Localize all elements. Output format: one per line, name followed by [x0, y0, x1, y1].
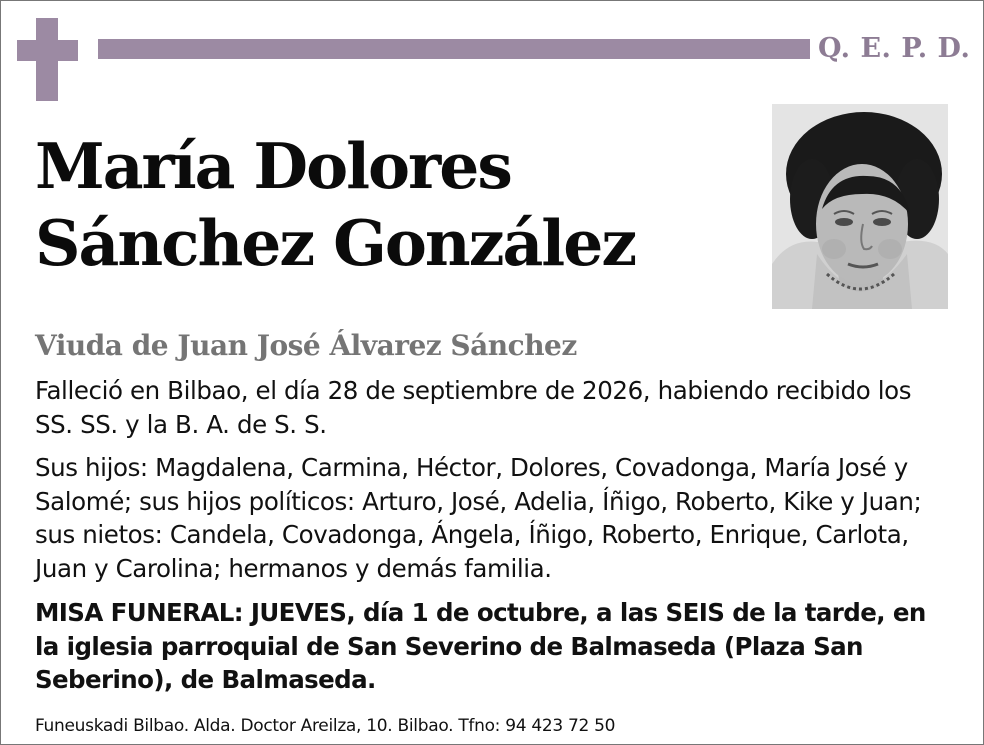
portrait-image	[772, 104, 948, 309]
qepd-label: Q. E. P. D.	[818, 33, 971, 64]
header-rule	[98, 39, 810, 59]
widow-of-line: Viuda de Juan José Álvarez Sánchez	[35, 329, 577, 362]
funeral-home-footer: Funeuskadi Bilbao. Alda. Doctor Areilza, 10. Bilbao. Tfno: 94 423 72 50	[35, 716, 616, 736]
portrait-photo	[772, 104, 948, 309]
family-paragraph: Sus hijos: Magdalena, Carmina, Héctor, Dolores, Covadonga, María José y Salomé; sus hijos políticos: Arturo, José, Adelia, Íñigo, Roberto, Kike y Juan; sus nietos: Candela, Covadonga, Ángela, Íñigo, Roberto, Enrique, Carlota, Juan y Carolina; hermanos y demás familia.	[35, 453, 922, 583]
name-line-2: Sánchez González	[35, 206, 636, 280]
deceased-name	[35, 128, 735, 282]
name-line-1: María Dolores	[35, 129, 511, 203]
funeral-mass-paragraph: MISA FUNERAL: JUEVES, día 1 de octubre, a las SEIS de la tarde, en la iglesia parroquial de San Severino de Balmaseda (Plaza San Seberino), de Balmaseda.	[35, 598, 926, 694]
death-notice-paragraph: Falleció en Bilbao, el día 28 de septiembre de 2026, habiendo recibido los SS. SS. y la B. A. de S. S.	[35, 376, 912, 439]
